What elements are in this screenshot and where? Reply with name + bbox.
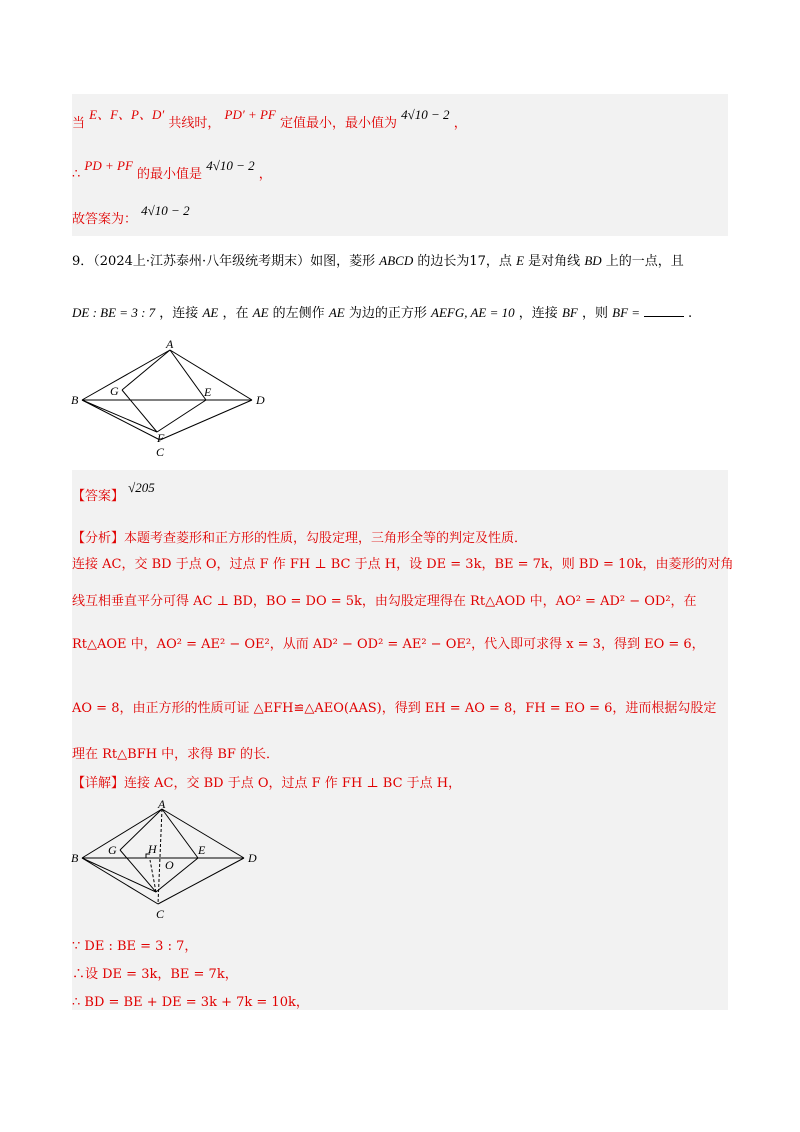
square-ae <box>170 350 206 400</box>
square-ef <box>157 400 206 432</box>
label-g: G <box>108 843 117 857</box>
prev-line-3: 故答案为： 4√10 − 2 <box>72 203 190 227</box>
step-3: ∴ BD = BE + DE = 3k + 7k = 10k， <box>72 995 309 1010</box>
side-bc <box>82 400 160 440</box>
prev-line-2: ∴ PD + PF 的最小值是 4√10 − 2 ， <box>72 158 272 182</box>
label-c: C <box>156 445 165 459</box>
analysis-row-3: Rt△AOE 中，AO² = AE² − OE²，从而 AD² − OD² = AE² − OE²，代入即可求得 x = 3，得到 EO = 6， <box>72 637 705 652</box>
label-e: E <box>204 385 212 399</box>
label-o: O <box>165 858 174 872</box>
label-a: A <box>158 800 166 811</box>
label-a: A <box>166 338 174 351</box>
step-1: ∵ DE : BE = 3 : 7， <box>72 939 198 954</box>
answer-value: √205 <box>128 480 155 495</box>
square-fg <box>120 850 156 892</box>
question-line-2: DE : BE = 3 : 7 ，连接 AE ，在 AE 的左侧作 AE 为边的正方形 AEFG, AE = 10 ，连接 BF ，则 BF = . <box>72 305 693 321</box>
label-g: G <box>110 384 119 398</box>
step-2: ∴设 DE = 3k，BE = 7k， <box>72 967 238 982</box>
label-c: C <box>156 907 165 921</box>
analysis-intro: 【分析】本题考查菱形和正方形的性质，勾股定理，三角形全等的判定及性质． <box>72 531 528 546</box>
detail-label: 【详解】 <box>72 776 125 791</box>
analysis-row-4: AO = 8，由正方形的性质可证 △EFH≌△AEO(AAS)，得到 EH = AO = 8，FH = EO = 6，进而根据勾股定 <box>72 701 717 716</box>
square-fg <box>122 390 157 432</box>
segment-fh <box>150 860 156 892</box>
analysis-row-5: 理在 Rt△BFH 中，求得 BF 的长． <box>72 747 280 762</box>
label-b: B <box>71 851 79 865</box>
question-line-1: 9．（2024上·江苏泰州·八年级统考期末）如图，菱形 ABCD 的边长为17，点 E 是对角线 BD 上的一点，且 <box>72 253 684 269</box>
label-h: H <box>148 842 157 856</box>
segment-bf <box>82 400 157 432</box>
prev-line-1: 当 E、F、P、D′ 共线时， PD′ + PF 定值最小，最小值为 4√10 − 2 ， <box>72 107 467 131</box>
figure-rhombus-1 <box>60 338 280 463</box>
label-d: D <box>248 851 257 865</box>
square-ae <box>162 809 198 858</box>
square-ga <box>122 350 170 390</box>
side-cd <box>160 400 252 440</box>
answer-blank <box>644 316 684 317</box>
answer-label: 【答案】 <box>72 489 125 504</box>
label-d: D <box>256 393 265 407</box>
diagonal-ac <box>158 809 162 904</box>
label-b: B <box>71 393 79 407</box>
analysis-row-1: 连接 AC，交 BD 于点 O，过点 F 作 FH ⊥ BC 于点 H，设 DE = 3k，BE = 7k，则 BD = 10k，由菱形的对角 <box>72 557 734 572</box>
detail-line: 【详解】连接 AC，交 BD 于点 O，过点 F 作 FH ⊥ BC 于点 H， <box>72 776 462 791</box>
figure-rhombus-2 <box>60 800 280 925</box>
points-label: E、F、P、D′ <box>89 107 165 122</box>
segment-bf <box>82 858 156 892</box>
answer-line <box>72 480 155 504</box>
side-ab <box>82 350 170 400</box>
solution-block <box>72 470 728 1010</box>
square-ef <box>156 858 198 892</box>
analysis-label: 【分析】 <box>72 531 125 546</box>
analysis-row-2: 线互相垂直平分可得 AC ⊥ BD，BO = DO = 5k，由勾股定理得在 Rt△AOD 中，AO² = AD² − OD²，在 <box>72 594 697 609</box>
label-e: E <box>198 843 206 857</box>
label-f: F <box>157 431 165 445</box>
